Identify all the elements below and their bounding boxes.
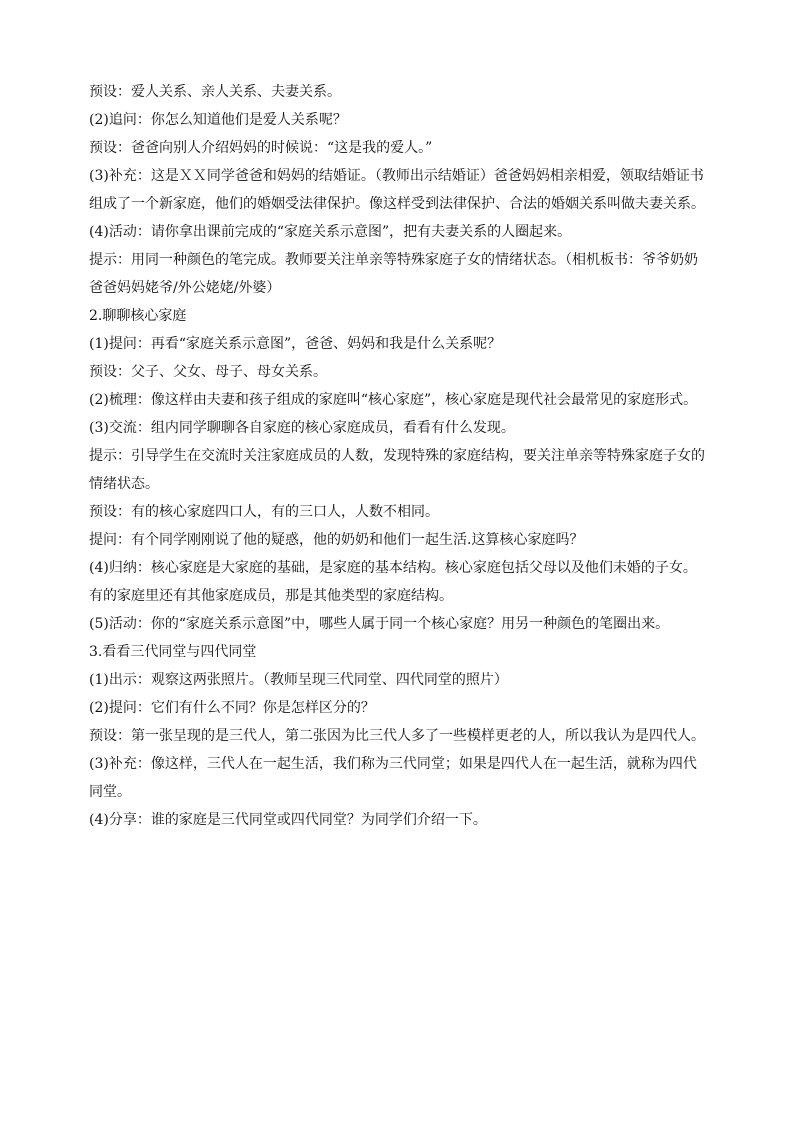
paragraph: (2)追问：你怎么知道他们是爱人关系呢？ bbox=[89, 112, 347, 128]
paragraph: 预设：第一张呈现的是三代人，第二张因为比三代人多了一些模样更老的人，所以我认为是四代人。 bbox=[89, 728, 705, 744]
paragraph: (3)交流：组内同学聊聊各自家庭的核心家庭成员，看看有什么发现。 bbox=[89, 420, 515, 436]
document-body bbox=[89, 78, 705, 834]
paragraph: 预设：父子、父女、母子、母女关系。 bbox=[89, 364, 327, 380]
section-heading: 2.聊聊核心家庭 bbox=[89, 308, 187, 324]
paragraph: 提示：引导学生在交流时关注家庭成员的人数，发现特殊的家庭结构，要关注单亲等特殊家庭子女的情绪状态。 bbox=[89, 448, 705, 492]
paragraph: 提问：有个同学刚刚说了他的疑惑，他的奶奶和他们一起生活.这算核心家庭吗？ bbox=[89, 532, 584, 548]
paragraph: 预设：有的核心家庭四口人，有的三口人，人数不相同。 bbox=[89, 504, 439, 520]
paragraph: 提示：用同一种颜色的笔完成。教师要关注单亲等特殊家庭子女的情绪状态。（相机板书：爷爷奶奶爸爸妈妈姥爷/外公姥姥/外婆） bbox=[89, 252, 698, 296]
paragraph: (4)活动：请你拿出课前完成的“家庭关系示意图”，把有夫妻关系的人圈起来。 bbox=[89, 224, 572, 240]
paragraph: (2)梳理：像这样由夫妻和孩子组成的家庭叫“核心家庭”，核心家庭是现代社会最常见的家庭形式。 bbox=[89, 392, 698, 408]
paragraph: 预设：爸爸向别人介绍妈妈的时候说：“这是我的爱人。” bbox=[89, 140, 433, 156]
paragraph: (2)提问：它们有什么不同？你是怎样区分的？ bbox=[89, 700, 375, 716]
paragraph: 预设：爱人关系、亲人关系、夫妻关系。 bbox=[89, 84, 341, 100]
paragraph: (3)补充：像这样，三代人在一起生活，我们称为三代同堂；如果是四代人在一起生活，就称为四代同堂。 bbox=[89, 756, 697, 800]
paragraph: (4)分享：谁的家庭是三代同堂或四代同堂？为同学们介绍一下。 bbox=[89, 812, 487, 828]
paragraph: (4)归纳：核心家庭是大家庭的基础，是家庭的基本结构。核心家庭包括父母以及他们未婚的子女。有的家庭里还有其他家庭成员，那是其他类型的家庭结构。 bbox=[89, 560, 697, 604]
section-heading: 3.看看三代同堂与四代同堂 bbox=[89, 644, 257, 660]
paragraph: (3)补充：这是ＸＸ同学爸爸和妈妈的结婚证。（教师出示结婚证）爸爸妈妈相亲相爱，领取结婚证书组成了一个新家庭，他们的婚姻受法律保护。像这样受到法律保护、合法的婚姻关系叫做夫妻关系。 bbox=[89, 168, 705, 212]
paragraph: (1)出示：观察这两张照片。（教师呈现三代同堂、四代同堂的照片） bbox=[89, 672, 508, 688]
paragraph: (1)提问：再看“家庭关系示意图”，爸爸、妈妈和我是什么关系呢？ bbox=[89, 336, 502, 352]
paragraph: (5)活动：你的“家庭关系示意图”中，哪些人属于同一个核心家庭？用另一种颜色的笔圈出来。 bbox=[89, 616, 670, 632]
